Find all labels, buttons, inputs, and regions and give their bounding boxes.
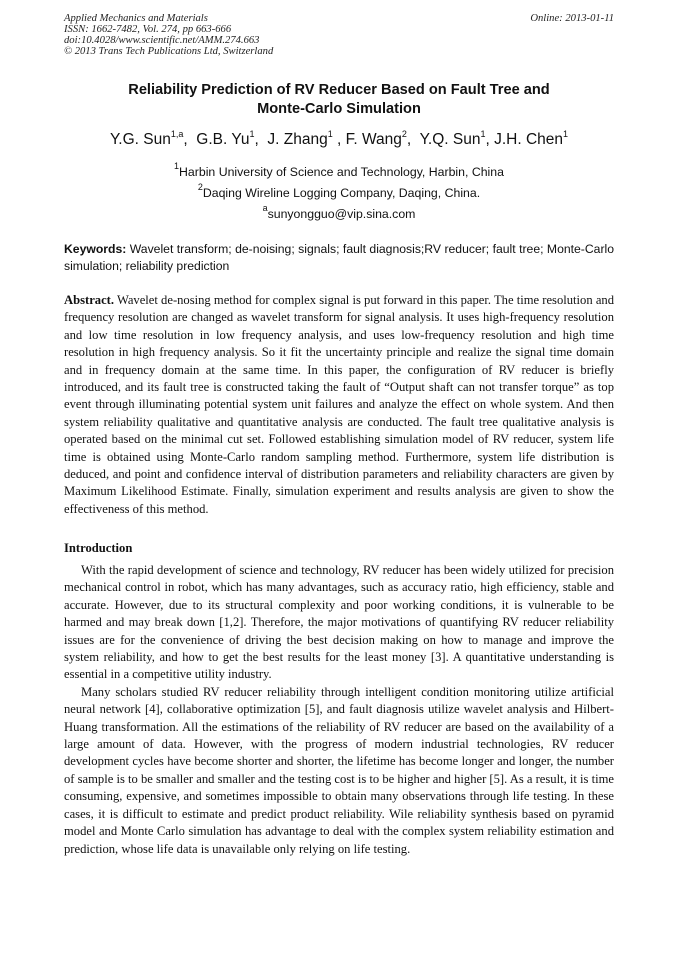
keywords-text: Wavelet transform; de-noising; signals; fault diagnosis;RV reducer; fault tree; Monte-Carlo simulation; reliability prediction	[64, 242, 614, 273]
author-separator: ,	[254, 131, 268, 148]
introduction-body	[64, 562, 614, 858]
doi-line: doi:10.4028/www.scientific.net/AMM.274.663	[64, 35, 260, 46]
author-affiliation-mark: 2	[401, 129, 407, 139]
keywords-label: Keywords:	[64, 242, 127, 256]
author-separator: ,	[183, 131, 197, 148]
author-affiliation-mark: 1	[563, 129, 569, 139]
abstract-label: Abstract.	[64, 293, 115, 307]
author-name: F. Wang	[345, 131, 402, 148]
affiliation-1	[64, 161, 614, 180]
journal-header	[64, 13, 273, 57]
author-name: J.H. Chen	[494, 131, 564, 148]
section-heading-introduction: Introduction	[64, 541, 133, 555]
author-affiliation-mark: 1	[480, 129, 486, 139]
affiliation-mark: 1	[174, 161, 180, 171]
affiliation-text: Daqing Wireline Logging Company, Daqing, China.	[202, 186, 481, 200]
author-affiliation-mark: 1	[327, 129, 333, 139]
affiliation-mark: 2	[197, 182, 203, 192]
author-name: Y.G. Sun	[109, 131, 171, 148]
abstract-block	[64, 292, 614, 518]
email-text: sunyongguo@vip.sina.com	[267, 207, 416, 221]
author-affiliation-mark: 1,a	[170, 129, 184, 139]
paragraph: With the rapid development of science and technology, RV reducer has been widely utilized for precision mechanical control in robot, which has many advantages, such as accuracy ratio, high efficiency, stable and accurate. However, due to its structural complexity and poor working conditions, it is vulnerable to be harmed and may break down [1,2]. Therefore, the major motivations of quantifying RV reducer reliability issues are for the convenience of driving the best decision making on how to manage and improve the system reliability, and how to get the best results for the least money [3]. A quantitative understanding is essential in a competitive utility industry.	[64, 563, 614, 682]
copyright-line: © 2013 Trans Tech Publications Ltd, Switzerland	[64, 46, 274, 57]
online-date: Online: 2013-01-11	[530, 13, 614, 24]
author-separator: ,	[485, 131, 495, 148]
author-separator: ,	[406, 131, 420, 148]
paper-title	[64, 81, 614, 119]
title-line-1: Reliability Prediction of RV Reducer Based on Fault Tree and	[128, 82, 550, 98]
journal-name: Applied Mechanics and Materials	[64, 13, 208, 24]
author-list	[40, 129, 638, 151]
author-separator: ,	[332, 131, 346, 148]
affiliation-mark: a	[262, 203, 268, 213]
affiliation-2	[64, 182, 614, 201]
keywords-block	[64, 241, 614, 275]
author-affiliation-mark: 1	[249, 129, 255, 139]
paragraph: Many scholars studied RV reducer reliability through intelligent condition monitoring utilize artificial neural network [4], collaborative optimization [5], and fault diagnosis utilize wavelet analysis and Hilbert-Huang transformation. All the estimations of the reliability of RV reducer are based on the availability of a large amount of data. However, with the progress of modern industrial technologies, RV reducer development cycles have become shorter and shorter, the lifetime has become longer and longer, the number of sample is to be smaller and smaller and the testing cost is to be higher and higher [5]. As a result, it is time consuming, expensive, and sometimes impossible to obtain many observations through life testing. In these cases, it is difficult to estimate and predict product reliability. Wile reliability synthesis based on pyramid model and Monte Carlo simulation has advantage to deal with the complex system reliability estimation and prediction, whose life data is unavailable only relying on life testing.	[64, 684, 614, 856]
author-email	[64, 203, 614, 222]
author-name: G.B. Yu	[196, 131, 250, 148]
author-name: J. Zhang	[267, 131, 328, 148]
author-name: Y.Q. Sun	[419, 131, 481, 148]
title-line-2: Monte-Carlo Simulation	[257, 101, 421, 117]
affiliation-text: Harbin University of Science and Technology, Harbin, China	[179, 165, 504, 179]
abstract-text: Wavelet de-nosing method for complex signal is put forward in this paper. The time resolution and frequency resolution are changed as wavelet transform for signal analysis. It uses high-frequency resolution and low time resolution in low frequency analysis, and uses low-frequency resolution and high time resolution in high frequency analysis. So it fit the uncertainty principle and realize the signal time domain and in frequency domain at the same time. In this paper, the configuration of RV reducer is briefly introduced, and its fault tree is constructed taking the fault of “Output shaft can not transfer torque” as top event through illuminating potential system unit failures and analyze the effect on whole system. And then system reliability qualitative and quantitative analysis are conducted. The fault tree qualitative analysis is operated based on the minimal cut set. Followed establishing simulation model of RV reducer, system life time is obtained using Monte-Carlo random sampling method. Furthermore, system life distribution is deduced, and point and confidence interval of distribution parameters and reliability characters are given by Maximum Likelihood Estimate. Finally, simulation experiment and results analysis are given to show the effectiveness of this method.	[64, 293, 614, 516]
issn-line: ISSN: 1662-7482, Vol. 274, pp 663-666	[64, 24, 232, 35]
